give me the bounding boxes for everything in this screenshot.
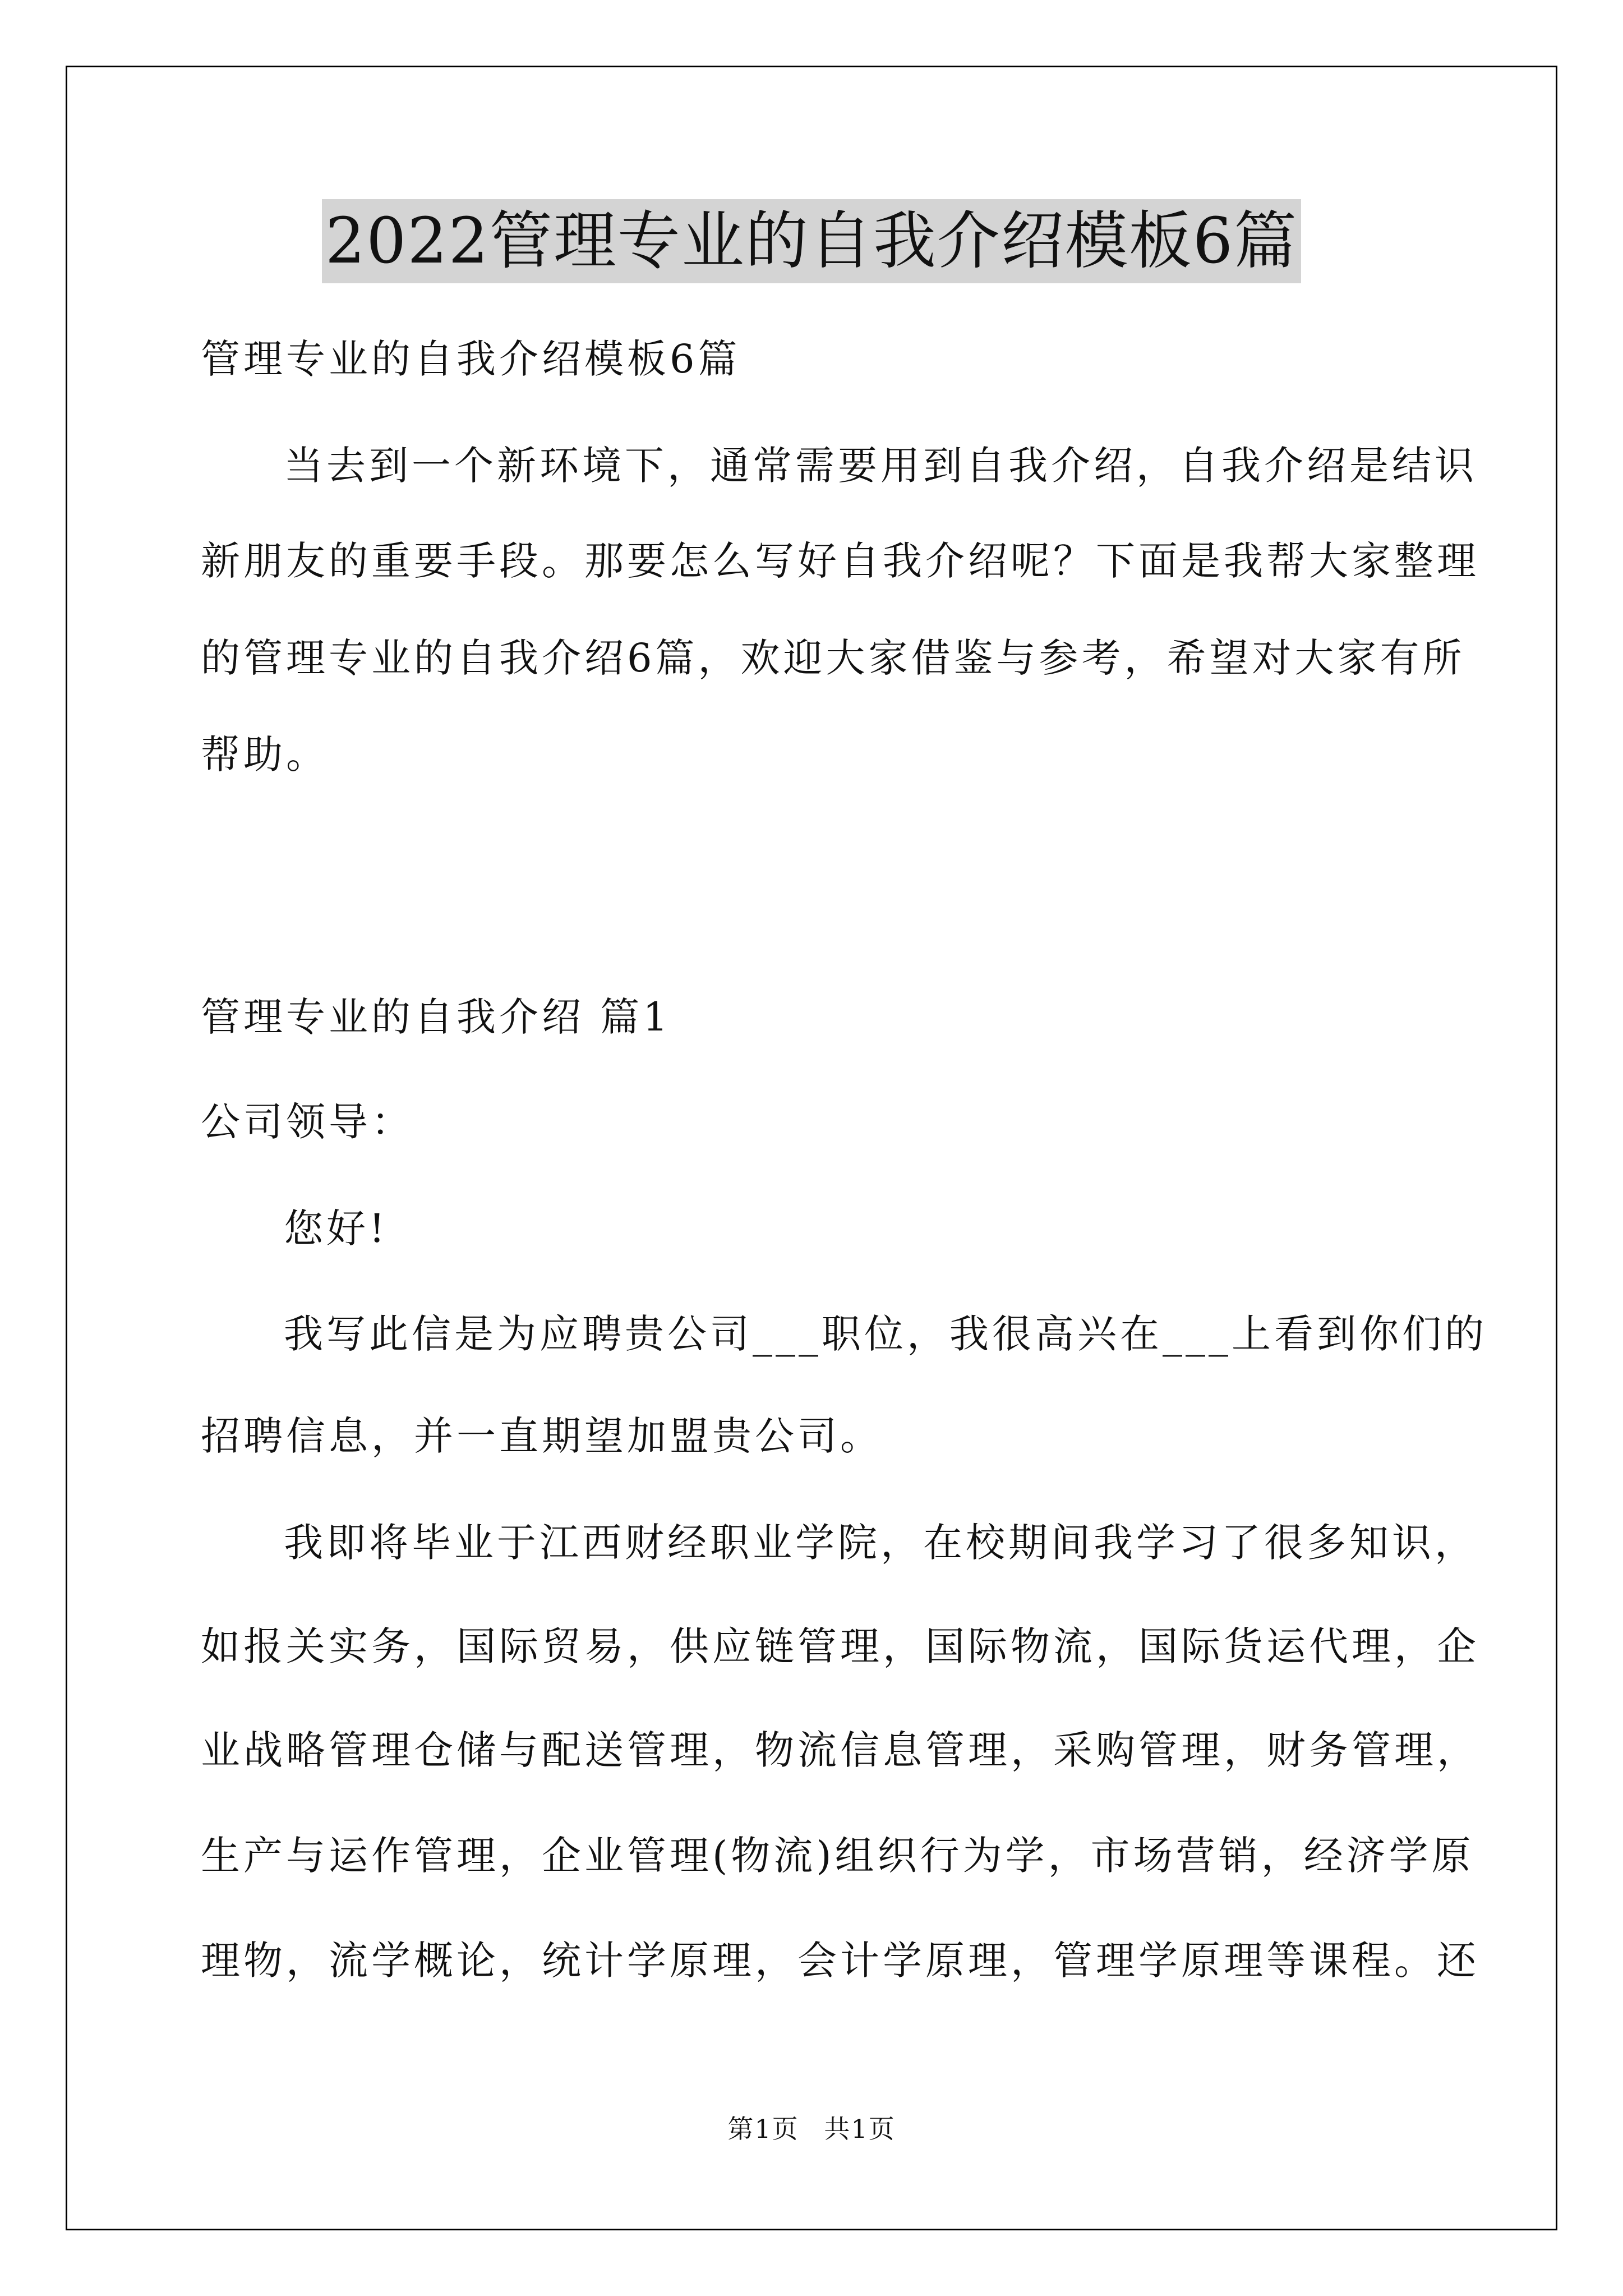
title-container — [0, 199, 1623, 283]
paragraph-line: 我写此信是为应聘贵公司___职位，我很高兴在___上看到你们的 — [284, 1311, 1487, 1357]
paragraph-line: 帮助。 — [201, 731, 329, 777]
paragraph-line: 的管理专业的自我介绍6篇，欢迎大家借鉴与参考，希望对大家有所 — [201, 635, 1465, 681]
document-title: 2022管理专业的自我介绍模板6篇 — [322, 199, 1301, 283]
greeting-line: 您好! — [284, 1205, 389, 1251]
salutation-line: 公司领导： — [201, 1099, 414, 1145]
paragraph-line: 业战略管理仓储与配送管理，物流信息管理，采购管理，财务管理， — [201, 1727, 1479, 1773]
subtitle-line: 管理专业的自我介绍模板6篇 — [201, 336, 741, 382]
paragraph-line: 我即将毕业于江西财经职业学院，在校期间我学习了很多知识， — [284, 1520, 1477, 1566]
paragraph-line: 如报关实务，国际贸易，供应链管理，国际物流，国际货运代理，企 — [201, 1623, 1479, 1669]
page-footer — [0, 2112, 1623, 2146]
paragraph-line: 新朋友的重要手段。那要怎么写好自我介绍呢？下面是我帮大家整理 — [201, 538, 1479, 584]
page-number: 第1页 — [727, 2114, 799, 2144]
paragraph-line: 理物，流学概论，统计学原理，会计学原理，管理学原理等课程。还 — [201, 1938, 1479, 1984]
paragraph-line: 生产与运作管理，企业管理(物流)组织行为学，市场营销，经济学原 — [201, 1833, 1474, 1879]
paragraph-line: 招聘信息，并一直期望加盟贵公司。 — [201, 1413, 883, 1459]
paragraph-line: 当去到一个新环境下，通常需要用到自我介绍，自我介绍是结识 — [284, 443, 1477, 489]
page-total: 共1页 — [824, 2114, 896, 2144]
section-heading: 管理专业的自我介绍 篇1 — [201, 994, 671, 1040]
